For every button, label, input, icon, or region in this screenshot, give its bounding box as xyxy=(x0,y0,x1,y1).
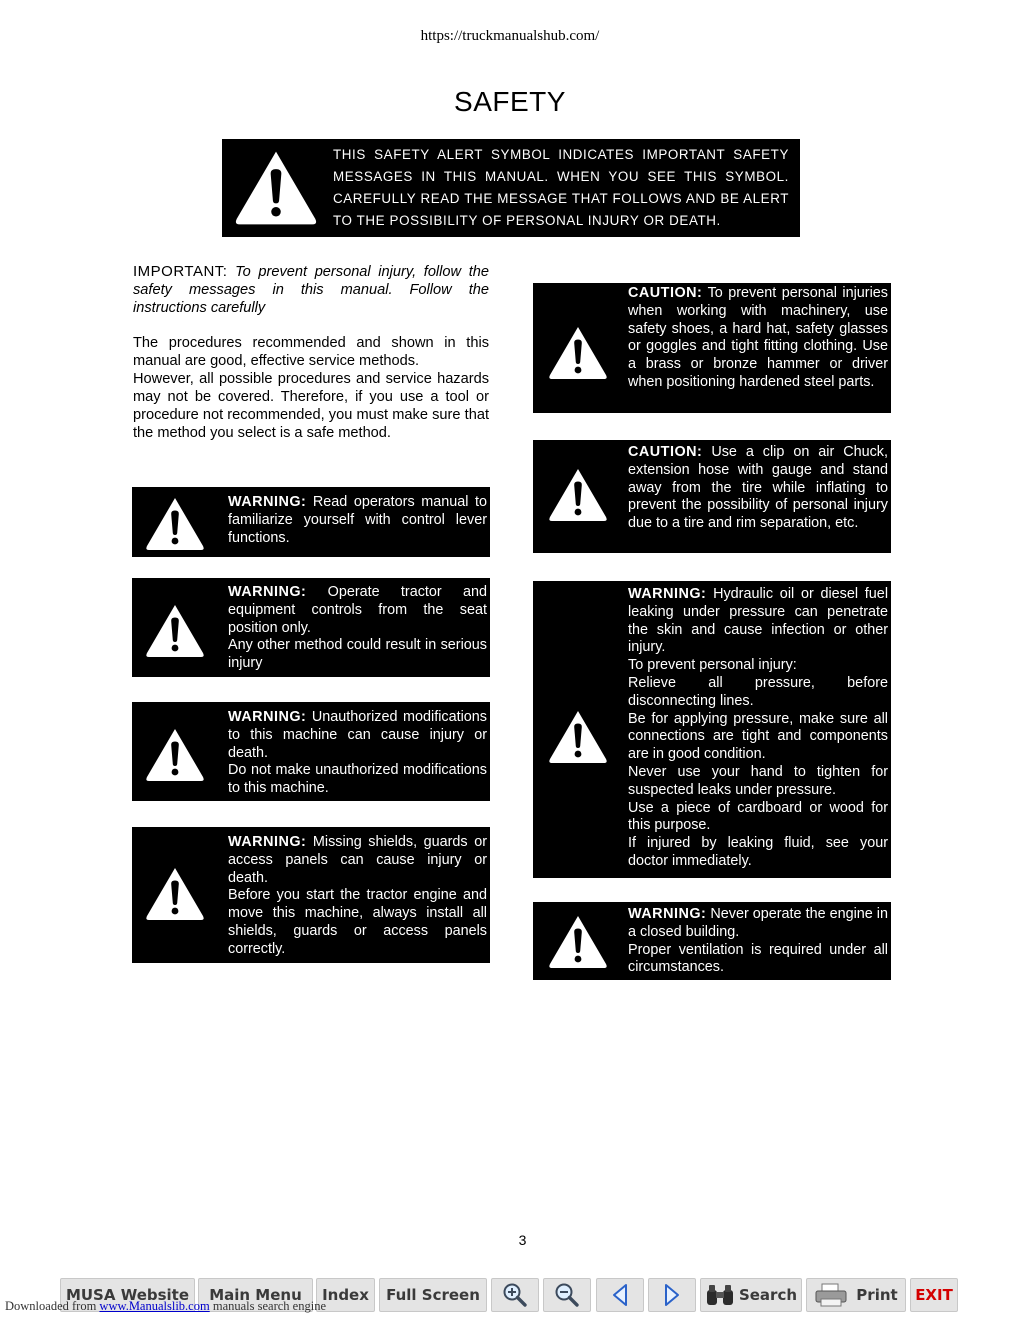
caution-label: CAUTION: xyxy=(628,444,703,460)
warning-triangle-icon xyxy=(145,603,205,659)
download-credit xyxy=(5,1299,326,1314)
warning-triangle-icon xyxy=(547,325,609,381)
search-label: Search xyxy=(738,1286,798,1304)
exit-button[interactable]: EXIT xyxy=(910,1278,958,1312)
binoculars-icon xyxy=(705,1282,735,1308)
important-label: IMPORTANT: xyxy=(133,263,228,280)
procedures-paragraph xyxy=(133,334,489,442)
warning-text-2: Proper ventilation is required under all circumstances. xyxy=(628,941,888,976)
warning-label: WARNING: xyxy=(228,494,307,510)
caution-text: Use a clip on air Chuck, extension hose with gauge and stand away from the tire while inflating to prevent the possibility of personal injury due to a tire and rim separation, etc. xyxy=(628,444,889,532)
caution-box-protective-gear xyxy=(533,283,891,413)
warning-box-operators-manual xyxy=(132,487,490,557)
print-label: Print xyxy=(856,1286,898,1304)
warning-line: Relieve all pressure, before disconnecting lines. xyxy=(628,674,888,709)
warning-line: Be for applying pressure, make sure all connections are tight and components are in good condition. xyxy=(628,710,888,763)
full-screen-button[interactable]: Full Screen xyxy=(379,1278,487,1312)
warning-box-seat-controls xyxy=(132,578,490,677)
warning-label: WARNING: xyxy=(228,709,307,725)
warning-label: WARNING: xyxy=(228,834,307,850)
search-button[interactable] xyxy=(700,1278,802,1312)
warning-triangle-icon xyxy=(145,496,205,552)
warning-box-ventilation xyxy=(533,902,891,980)
zoom-out-button[interactable] xyxy=(543,1278,591,1312)
page-title: SAFETY xyxy=(454,86,566,117)
warning-text-2: Before you start the tractor engine and move this machine, always install all shields, guards or access panels correctly. xyxy=(228,887,487,957)
warning-box-hydraulic-oil xyxy=(533,581,891,878)
header-url: https://truckmanualshub.com/ xyxy=(420,28,600,44)
arrow-left-icon xyxy=(609,1282,631,1308)
caution-text: To prevent personal injuries when working with machinery, use safety shoes, a hard hat, safety glasses or goggles and tight fitting clothing. Use a brass or bronze hammer or driver when positioning hardened steel parts. xyxy=(628,285,888,390)
warning-label: WARNING: xyxy=(628,586,707,602)
warning-line: Never use your hand to tighten for suspected leaks under pressure. xyxy=(628,763,888,798)
safety-alert-box xyxy=(222,139,800,237)
page-number: 3 xyxy=(518,1232,527,1248)
warning-line: To prevent personal injury: xyxy=(628,657,797,674)
warning-label: WARNING: xyxy=(628,906,707,922)
main-menu-button[interactable]: Main Menu xyxy=(198,1278,313,1312)
safety-alert-text: THIS SAFETY ALERT SYMBOL INDICATES IMPORTANT SAFETY MESSAGES IN THIS MANUAL. WHEN YOU SEE THIS SYMBOL. CAREFULLY READ THE MESSAGE THAT FOLLOWS AND BE ALERT TO THE POSSIBILITY OF PERSONAL INJURY OR DEATH. xyxy=(333,147,789,228)
warning-text: Missing shields, guards or access panels can cause injury or death. xyxy=(228,834,487,886)
zoom-in-icon xyxy=(502,1282,528,1308)
warning-triangle-icon xyxy=(145,866,205,922)
index-button[interactable]: Index xyxy=(316,1278,375,1312)
important-note xyxy=(133,263,489,317)
warning-triangle-icon xyxy=(547,709,609,765)
manualslib-link[interactable]: www.Manualslib.com xyxy=(99,1299,210,1313)
caution-box-tire-inflation xyxy=(533,440,891,553)
warning-label: WARNING: xyxy=(228,584,307,600)
warning-text: Hydraulic oil or diesel fuel leaking under pressure can penetrate the skin and cause infection or other injury. xyxy=(628,586,889,656)
warning-text: Operate tractor and equipment controls from the seat position only. xyxy=(228,584,488,636)
credit-suffix: manuals search engine xyxy=(212,1299,326,1313)
caution-label: CAUTION: xyxy=(628,285,703,301)
print-button[interactable] xyxy=(806,1278,906,1312)
arrow-right-icon xyxy=(661,1282,683,1308)
warning-text-2: Do not make unauthorized modifications to this machine. xyxy=(228,762,487,797)
credit-prefix: Downloaded from xyxy=(5,1299,97,1313)
warning-triangle-icon xyxy=(547,914,609,970)
procedures-line-2: However, all possible procedures and service hazards may not be covered. Therefore, if you use a tool or procedure not recommended, you must make sure that the method you select is a safe method. xyxy=(133,371,489,441)
important-text: To prevent personal injury, follow the safety messages in this manual. Follow the instructions carefully xyxy=(133,264,489,316)
warning-text: Read operators manual to familiarize yourself with control lever functions. xyxy=(228,494,487,546)
warning-line: Use a piece of cardboard or wood for this purpose. xyxy=(628,799,888,834)
warning-triangle-icon xyxy=(145,727,205,783)
warning-box-shields xyxy=(132,827,490,963)
procedures-line-1: The procedures recommended and shown in this manual are good, effective service methods. xyxy=(133,335,489,369)
zoom-out-icon xyxy=(554,1282,580,1308)
warning-triangle-icon xyxy=(234,147,318,229)
warning-text: Unauthorized modifications to this machine can cause injury or death. xyxy=(228,709,487,761)
printer-icon xyxy=(814,1282,848,1308)
warning-box-modifications xyxy=(132,702,490,801)
warning-text-2: Any other method could result in serious injury xyxy=(228,637,487,672)
next-page-button[interactable] xyxy=(648,1278,696,1312)
zoom-in-button[interactable] xyxy=(491,1278,539,1312)
musa-website-button[interactable]: MUSA Website xyxy=(60,1278,195,1312)
warning-triangle-icon xyxy=(547,467,609,523)
warning-text: Never operate the engine in a closed building. xyxy=(628,906,889,940)
warning-line: If injured by leaking fluid, see your doctor immediately. xyxy=(628,835,888,869)
previous-page-button[interactable] xyxy=(596,1278,644,1312)
